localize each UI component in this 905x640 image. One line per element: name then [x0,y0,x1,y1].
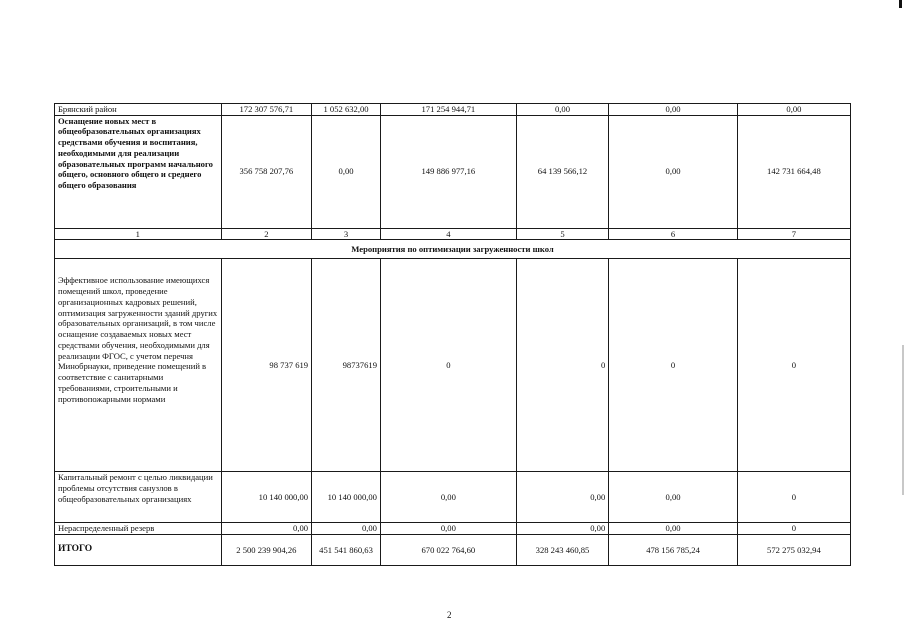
budget-table [54,103,851,566]
cell-col5: 328 243 460,85 [516,535,609,566]
cell-col4: 171 254 944,71 [380,104,516,116]
table-row-section-title [55,240,851,259]
table-row-total [55,535,851,566]
cell-col2: 172 307 576,71 [221,104,312,116]
cell-col7: 142 731 664,48 [737,115,850,228]
column-number-2: 2 [221,228,312,240]
cell-col3: 451 541 860,63 [312,535,381,566]
row-label: Оснащение новых мест в общеобразовательных организациях средствами обучения и воспитания, необходимыми для реализации образовательных программ начального общего, основного общего и среднего общего образования [55,115,222,228]
cell-col5: 0 [516,259,609,472]
column-number-5: 5 [516,228,609,240]
cell-col4: 670 022 764,60 [380,535,516,566]
table-row-reserve [55,523,851,535]
section-title: Мероприятия по оптимизации загруженности школ [55,240,851,259]
table-row-effective-use [55,259,851,472]
cell-col7: 0 [737,472,850,523]
table-row-bryansk [55,104,851,116]
cell-col4: 0 [380,259,516,472]
cell-col6: 0,00 [609,115,738,228]
cell-col5: 64 139 566,12 [516,115,609,228]
cell-col2: 2 500 239 904,26 [221,535,312,566]
row-label: Брянский район [55,104,222,116]
cell-col3: 10 140 000,00 [312,472,381,523]
cell-col4: 0,00 [380,523,516,535]
table-row-column-numbers [55,228,851,240]
column-number-1: 1 [55,228,222,240]
row-label: Капитальный ремонт с целью ликвидации проблемы отсутствия санузлов в общеобразовательных организациях [55,472,222,523]
row-label: Эффективное использование имеющихся помещений школ, проведение организационных кадровых решений, оптимизация загруженности зданий других образовательных организаций, в том числе оснащение создаваемых новых мест средствами обучения, необходимыми для реализации ФГОС, с учетом перечня Минобрнауки, приведение помещений в соответствие с санитарными требованиями, строительными и противопожарными нормами [55,259,222,472]
cell-col5: 0,00 [516,523,609,535]
cell-col2: 10 140 000,00 [221,472,312,523]
cell-col6: 0,00 [609,104,738,116]
scan-edge-mark [899,0,902,8]
total-label: ИТОГО [55,535,222,566]
column-number-3: 3 [312,228,381,240]
row-label: Нераспределенный резерв [55,523,222,535]
cell-col2: 0,00 [221,523,312,535]
table-row-equipment [55,115,851,228]
cell-col4: 0,00 [380,472,516,523]
scan-edge-shadow [902,345,904,495]
cell-col3: 0,00 [312,523,381,535]
cell-col6: 478 156 785,24 [609,535,738,566]
cell-col3: 98737619 [312,259,381,472]
cell-col5: 0,00 [516,472,609,523]
cell-col7: 0 [737,259,850,472]
column-number-4: 4 [380,228,516,240]
cell-col6: 0,00 [609,523,738,535]
column-number-6: 6 [609,228,738,240]
cell-col6: 0,00 [609,472,738,523]
cell-col3: 1 052 632,00 [312,104,381,116]
cell-col3: 0,00 [312,115,381,228]
cell-col2: 98 737 619 [221,259,312,472]
cell-col7: 0,00 [737,104,850,116]
cell-col7: 0 [737,523,850,535]
page-number: 2 [447,610,452,620]
cell-col4: 149 886 977,16 [380,115,516,228]
cell-col5: 0,00 [516,104,609,116]
table-row-capital-repair [55,472,851,523]
cell-col2: 356 758 207,76 [221,115,312,228]
column-number-7: 7 [737,228,850,240]
cell-col6: 0 [609,259,738,472]
cell-col7: 572 275 032,94 [737,535,850,566]
